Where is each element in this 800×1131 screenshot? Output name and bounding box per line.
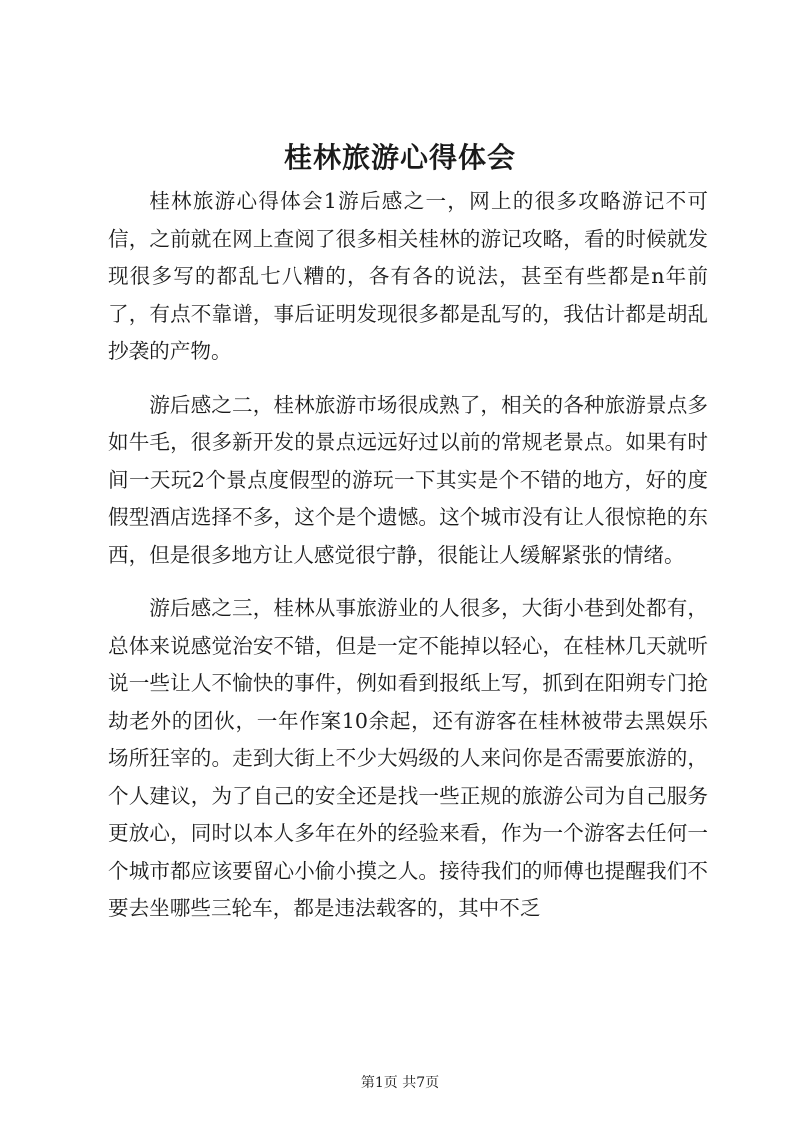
page-number: 第1页 共7页 xyxy=(360,1075,440,1091)
paragraph-1: 桂林旅游心得体会1游后感之一，网上的很多攻略游记不可信，之前就在网上查阅了很多相关桂林的游记攻略，看的时候就发现很多写的都乱七八糟的，各有各的说法，甚至有些都是n年前了，有点不靠谱，事后证明发现很多都是乱写的，我估计都是胡乱抄袭的产物。 xyxy=(108,189,708,363)
paragraph-3: 游后感之三，桂林从事旅游业的人很多，大街小巷到处都有，总体来说感觉治安不错，但是一定不能掉以轻心，在桂林几天就听说一些让人不愉快的事件，例如看到报纸上写，抓到在阳朔专门抢劫老外的团伙，一年作案10余起，还有游客在桂林被带去黑娱乐场所狂宰的。走到大街上不少大妈级的人来问你是否需要旅游的，个人建议，为了自己的安全还是找一些正规的旅游公司为自己服务更放心，同时以本人多年在外的经验来看，作为一个游客去任何一个城市都应该要留心小偷小摸之人。接待我们的师傅也提醒我们不要去坐哪些三轮车，都是违法载客的，其中不乏 xyxy=(108,596,708,920)
document-body xyxy=(108,183,708,944)
paragraph-2: 游后感之二，桂林旅游市场很成熟了，相关的各种旅游景点多如牛毛，很多新开发的景点远远好过以前的常规老景点。如果有时间一天玩2个景点度假型的游玩一下其实是个不错的地方，好的度假型酒店选择不多，这个是个遗憾。这个城市没有让人很惊艳的东西，但是很多地方让人感觉很宁静，很能让人缓解紧张的情绪。 xyxy=(108,392,708,567)
document-title: 桂林旅游心得体会 xyxy=(283,141,516,174)
